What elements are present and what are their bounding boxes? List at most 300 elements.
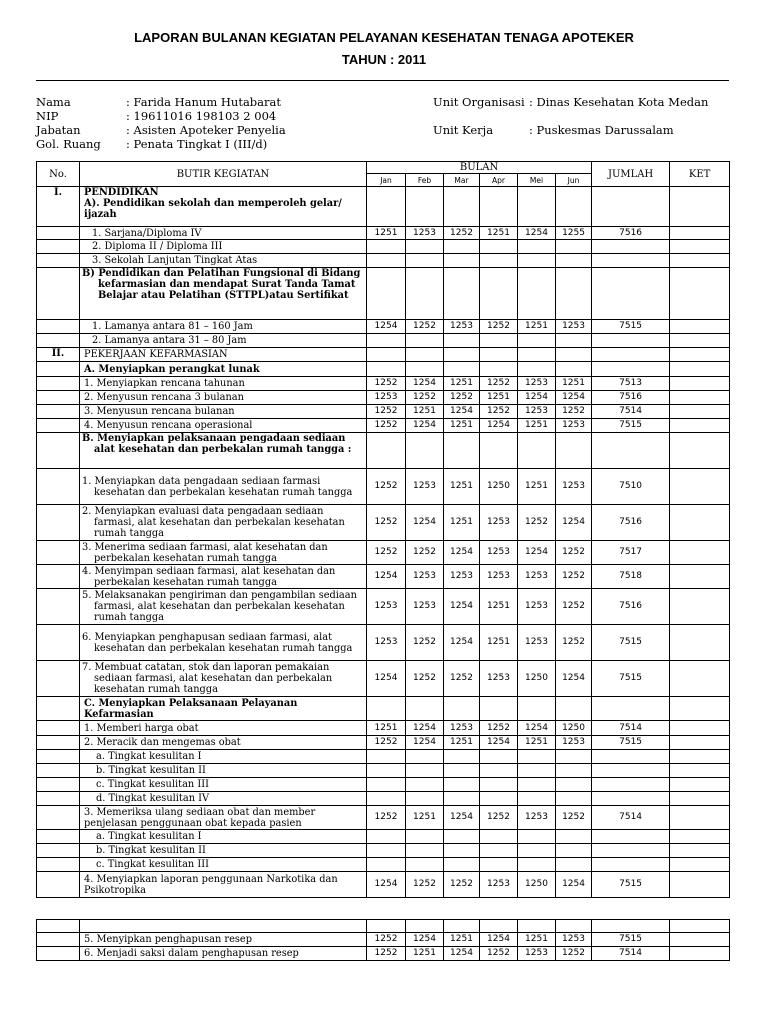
month-value bbox=[444, 334, 480, 348]
month-value bbox=[444, 433, 480, 469]
month-value bbox=[518, 362, 556, 377]
empty-cell bbox=[367, 920, 406, 933]
ket-cell bbox=[670, 933, 730, 947]
row-number: I. bbox=[37, 187, 80, 227]
col-no-header: No. bbox=[37, 162, 80, 187]
month-value bbox=[480, 362, 518, 377]
row-number bbox=[37, 227, 80, 240]
month-value: 1253 bbox=[556, 469, 592, 505]
month-value: 1252 bbox=[556, 565, 592, 589]
ket-cell bbox=[670, 227, 730, 240]
row-number bbox=[37, 505, 80, 541]
jabatan-value: : Asisten Apoteker Penyelia bbox=[126, 123, 286, 137]
table-row bbox=[37, 254, 730, 268]
nama-label: Nama bbox=[36, 95, 71, 109]
month-value: 1253 bbox=[367, 625, 406, 661]
month-value bbox=[367, 268, 406, 320]
table-header-row bbox=[37, 162, 730, 174]
month-value: 1254 bbox=[406, 419, 444, 433]
month-value: 1254 bbox=[444, 589, 480, 625]
ket-cell bbox=[670, 721, 730, 736]
jumlah-value: 7516 bbox=[592, 505, 670, 541]
month-value: 1254 bbox=[556, 872, 592, 898]
empty-cell bbox=[556, 920, 592, 933]
month-value: 1252 bbox=[518, 505, 556, 541]
month-value: 1251 bbox=[406, 405, 444, 419]
row-number bbox=[37, 254, 80, 268]
jumlah-value: 7516 bbox=[592, 391, 670, 405]
ket-cell bbox=[670, 405, 730, 419]
table-row bbox=[37, 348, 730, 362]
month-value bbox=[444, 858, 480, 872]
month-value bbox=[480, 240, 518, 254]
row-number bbox=[37, 764, 80, 778]
jumlah-value: 7516 bbox=[592, 589, 670, 625]
empty-cell bbox=[670, 920, 730, 933]
row-number bbox=[37, 320, 80, 334]
ket-cell bbox=[670, 736, 730, 750]
month-value bbox=[444, 764, 480, 778]
row-number bbox=[37, 391, 80, 405]
month-value: 1252 bbox=[556, 806, 592, 830]
header-divider bbox=[36, 80, 729, 81]
row-number bbox=[37, 268, 80, 320]
month-value: 1252 bbox=[556, 589, 592, 625]
jumlah-value bbox=[592, 778, 670, 792]
activity-description: 4. Menyusun rencana operasional bbox=[80, 419, 367, 433]
month-value bbox=[518, 750, 556, 764]
table-row bbox=[37, 268, 730, 320]
month-value bbox=[480, 433, 518, 469]
month-value: 1252 bbox=[406, 541, 444, 565]
month-value: 1254 bbox=[444, 806, 480, 830]
jumlah-value bbox=[592, 240, 670, 254]
row-number bbox=[37, 661, 80, 697]
month-value: 1252 bbox=[556, 405, 592, 419]
row-number bbox=[37, 405, 80, 419]
month-value bbox=[518, 254, 556, 268]
empty-cell bbox=[480, 920, 518, 933]
month-value bbox=[444, 750, 480, 764]
table-row bbox=[37, 227, 730, 240]
month-apr: Apr bbox=[480, 174, 518, 187]
month-value: 1252 bbox=[367, 419, 406, 433]
table-row bbox=[37, 589, 730, 625]
ket-cell bbox=[670, 947, 730, 961]
month-value bbox=[367, 844, 406, 858]
table-row bbox=[37, 844, 730, 858]
activity-description: PENDIDIKAN A). Pendidikan sekolah dan memperoleh gelar/ ijazah bbox=[80, 187, 367, 227]
month-value: 1253 bbox=[480, 872, 518, 898]
row-number bbox=[37, 589, 80, 625]
table-row bbox=[37, 792, 730, 806]
month-value: 1254 bbox=[518, 721, 556, 736]
month-mei: Mei bbox=[518, 174, 556, 187]
month-value: 1252 bbox=[367, 933, 406, 947]
table-row bbox=[37, 334, 730, 348]
month-value bbox=[406, 858, 444, 872]
activity-description: 2. Diploma II / Diploma III bbox=[80, 240, 367, 254]
month-value: 1251 bbox=[444, 933, 480, 947]
ket-cell bbox=[670, 541, 730, 565]
month-value: 1252 bbox=[480, 806, 518, 830]
row-number bbox=[37, 240, 80, 254]
row-number bbox=[37, 778, 80, 792]
jumlah-value: 7515 bbox=[592, 419, 670, 433]
ket-cell bbox=[670, 320, 730, 334]
jumlah-value: 7515 bbox=[592, 625, 670, 661]
month-value: 1253 bbox=[444, 320, 480, 334]
ket-cell bbox=[670, 778, 730, 792]
row-number bbox=[37, 933, 80, 947]
row-number: II. bbox=[37, 348, 80, 362]
activity-description: 1. Memberi harga obat bbox=[80, 721, 367, 736]
jumlah-value: 7514 bbox=[592, 806, 670, 830]
activity-description: 5. Melaksanakan pengiriman dan pengambilan sediaan farmasi, alat kesehatan dan perbekalan kesehatan rumah tangga bbox=[80, 589, 367, 625]
table-row bbox=[37, 947, 730, 961]
table-row bbox=[37, 933, 730, 947]
jumlah-value bbox=[592, 433, 670, 469]
month-value bbox=[406, 830, 444, 844]
ket-cell bbox=[670, 661, 730, 697]
month-value: 1253 bbox=[518, 405, 556, 419]
month-value bbox=[556, 348, 592, 362]
jumlah-value: 7517 bbox=[592, 541, 670, 565]
month-value bbox=[406, 254, 444, 268]
activity-description: 3. Menerima sediaan farmasi, alat kesehatan dan perbekalan kesehatan rumah tangga bbox=[80, 541, 367, 565]
month-value: 1253 bbox=[406, 227, 444, 240]
month-value: 1254 bbox=[518, 227, 556, 240]
month-value: 1251 bbox=[518, 736, 556, 750]
ket-cell bbox=[670, 469, 730, 505]
month-value: 1251 bbox=[406, 947, 444, 961]
jumlah-value bbox=[592, 254, 670, 268]
month-value bbox=[406, 844, 444, 858]
jumlah-value: 7514 bbox=[592, 947, 670, 961]
month-value: 1254 bbox=[556, 391, 592, 405]
activity-description: A. Menyiapkan perangkat lunak bbox=[80, 362, 367, 377]
empty-row bbox=[37, 920, 730, 933]
month-value: 1252 bbox=[367, 947, 406, 961]
month-value: 1251 bbox=[480, 391, 518, 405]
table-row bbox=[37, 806, 730, 830]
table-row bbox=[37, 778, 730, 792]
jumlah-value bbox=[592, 792, 670, 806]
month-value: 1251 bbox=[480, 589, 518, 625]
month-value: 1253 bbox=[556, 933, 592, 947]
month-value bbox=[444, 268, 480, 320]
month-value bbox=[518, 792, 556, 806]
table-row bbox=[37, 320, 730, 334]
nip-value: : 19611016 198103 2 004 bbox=[126, 109, 277, 123]
month-value: 1252 bbox=[367, 469, 406, 505]
month-value bbox=[367, 334, 406, 348]
month-value: 1254 bbox=[367, 661, 406, 697]
table-row bbox=[37, 858, 730, 872]
ket-cell bbox=[670, 419, 730, 433]
table-row bbox=[37, 661, 730, 697]
month-value: 1254 bbox=[480, 419, 518, 433]
month-value bbox=[480, 348, 518, 362]
activity-description: 6. Menyiapkan penghapusan sediaan farmasi, alat kesehatan dan perbekalan kesehatan rumah tangga bbox=[80, 625, 367, 661]
unit-kerja-label: Unit Kerja bbox=[433, 123, 494, 137]
month-value: 1254 bbox=[444, 405, 480, 419]
month-value: 1253 bbox=[518, 589, 556, 625]
month-value bbox=[556, 778, 592, 792]
ket-cell bbox=[670, 348, 730, 362]
month-value: 1252 bbox=[444, 391, 480, 405]
month-value: 1254 bbox=[556, 661, 592, 697]
activity-description: 1. Sarjana/Diploma IV bbox=[80, 227, 367, 240]
month-value: 1254 bbox=[406, 505, 444, 541]
ket-cell bbox=[670, 362, 730, 377]
month-value: 1254 bbox=[367, 320, 406, 334]
jumlah-value bbox=[592, 697, 670, 721]
ket-cell bbox=[670, 268, 730, 320]
month-value bbox=[406, 240, 444, 254]
employee-info bbox=[36, 95, 286, 151]
table-row bbox=[37, 433, 730, 469]
ket-cell bbox=[670, 391, 730, 405]
month-value: 1250 bbox=[518, 872, 556, 898]
month-value: 1251 bbox=[444, 505, 480, 541]
month-value bbox=[518, 348, 556, 362]
activity-description: 4. Menyimpan sediaan farmasi, alat kesehatan dan perbekalan kesehatan rumah tangga bbox=[80, 565, 367, 589]
month-value: 1253 bbox=[406, 565, 444, 589]
table-row bbox=[37, 505, 730, 541]
month-value bbox=[406, 187, 444, 227]
nip-label: NIP bbox=[36, 109, 59, 123]
month-value: 1253 bbox=[480, 505, 518, 541]
month-value bbox=[444, 240, 480, 254]
month-value: 1252 bbox=[480, 377, 518, 391]
month-value: 1252 bbox=[406, 661, 444, 697]
month-value bbox=[480, 254, 518, 268]
table-row bbox=[37, 721, 730, 736]
month-value bbox=[444, 844, 480, 858]
month-value: 1254 bbox=[406, 736, 444, 750]
month-value bbox=[518, 778, 556, 792]
row-number bbox=[37, 844, 80, 858]
month-value: 1254 bbox=[518, 391, 556, 405]
month-jan: Jan bbox=[367, 174, 406, 187]
month-value: 1254 bbox=[367, 565, 406, 589]
table-row bbox=[37, 362, 730, 377]
month-value: 1254 bbox=[444, 541, 480, 565]
month-value: 1252 bbox=[367, 505, 406, 541]
month-value: 1252 bbox=[406, 872, 444, 898]
month-value bbox=[556, 254, 592, 268]
ket-cell bbox=[670, 589, 730, 625]
month-value bbox=[518, 697, 556, 721]
month-value: 1253 bbox=[556, 736, 592, 750]
month-value bbox=[367, 858, 406, 872]
month-value bbox=[367, 362, 406, 377]
month-value bbox=[444, 697, 480, 721]
jumlah-value bbox=[592, 348, 670, 362]
month-value: 1253 bbox=[518, 625, 556, 661]
activity-description: c. Tingkat kesulitan III bbox=[80, 778, 367, 792]
table-row bbox=[37, 419, 730, 433]
month-value bbox=[518, 858, 556, 872]
month-value: 1251 bbox=[367, 721, 406, 736]
jumlah-value bbox=[592, 830, 670, 844]
row-number bbox=[37, 419, 80, 433]
month-value: 1251 bbox=[556, 377, 592, 391]
month-value bbox=[406, 433, 444, 469]
row-number bbox=[37, 806, 80, 830]
month-value bbox=[556, 750, 592, 764]
month-value: 1254 bbox=[406, 377, 444, 391]
report-year: TAHUN : 2011 bbox=[341, 52, 427, 67]
activity-description: 2. Menyiapkan evaluasi data pengadaan sediaan farmasi, alat kesehatan dan perbekalan kesehatan rumah tangga bbox=[80, 505, 367, 541]
month-value bbox=[556, 830, 592, 844]
activity-description: c. Tingkat kesulitan III bbox=[80, 858, 367, 872]
month-value bbox=[480, 830, 518, 844]
activity-description: B) Pendidikan dan Pelatihan Fungsional di Bidang kefarmasian dan mendapat Surat Tanda Tamat Belajar atau Pelatihan (STTPL)atau Sertifikat bbox=[80, 268, 367, 320]
month-value bbox=[518, 268, 556, 320]
month-value bbox=[480, 844, 518, 858]
month-value bbox=[556, 334, 592, 348]
empty-cell bbox=[518, 920, 556, 933]
table-row bbox=[37, 697, 730, 721]
ket-cell bbox=[670, 334, 730, 348]
gol-label: Gol. Ruang bbox=[36, 137, 101, 151]
month-value bbox=[480, 858, 518, 872]
month-value: 1252 bbox=[406, 320, 444, 334]
jumlah-value bbox=[592, 858, 670, 872]
month-value bbox=[367, 348, 406, 362]
table-row bbox=[37, 750, 730, 764]
empty-cell bbox=[592, 920, 670, 933]
month-value bbox=[480, 750, 518, 764]
month-value bbox=[444, 362, 480, 377]
month-value: 1253 bbox=[480, 661, 518, 697]
month-value bbox=[518, 764, 556, 778]
month-value bbox=[480, 334, 518, 348]
row-number bbox=[37, 565, 80, 589]
month-value bbox=[444, 830, 480, 844]
jumlah-value: 7513 bbox=[592, 377, 670, 391]
row-number bbox=[37, 377, 80, 391]
activity-description: 3. Sekolah Lanjutan Tingkat Atas bbox=[80, 254, 367, 268]
month-value: 1253 bbox=[444, 721, 480, 736]
month-value bbox=[406, 778, 444, 792]
jabatan-label: Jabatan bbox=[36, 123, 81, 137]
activity-description: 1. Menyiapkan data pengadaan sediaan farmasi kesehatan dan perbekalan kesehatan rumah tangga bbox=[80, 469, 367, 505]
month-value bbox=[556, 844, 592, 858]
month-value bbox=[444, 254, 480, 268]
table-row bbox=[37, 187, 730, 227]
month-value bbox=[444, 348, 480, 362]
month-feb: Feb bbox=[406, 174, 444, 187]
month-value: 1253 bbox=[367, 391, 406, 405]
month-value: 1252 bbox=[406, 625, 444, 661]
month-value bbox=[480, 268, 518, 320]
month-value: 1254 bbox=[406, 721, 444, 736]
row-number bbox=[37, 433, 80, 469]
month-value: 1253 bbox=[480, 565, 518, 589]
row-number bbox=[37, 750, 80, 764]
ket-cell bbox=[670, 806, 730, 830]
month-value: 1252 bbox=[444, 872, 480, 898]
month-value: 1253 bbox=[556, 320, 592, 334]
jumlah-value: 7516 bbox=[592, 227, 670, 240]
jumlah-value bbox=[592, 187, 670, 227]
month-value: 1251 bbox=[518, 933, 556, 947]
empty-cell bbox=[406, 920, 444, 933]
activity-description: 2. Lamanya antara 31 – 80 Jam bbox=[80, 334, 367, 348]
month-value bbox=[556, 268, 592, 320]
jumlah-value: 7515 bbox=[592, 872, 670, 898]
jumlah-value: 7514 bbox=[592, 721, 670, 736]
ket-cell bbox=[670, 858, 730, 872]
month-value: 1253 bbox=[480, 541, 518, 565]
month-value bbox=[367, 240, 406, 254]
jumlah-value: 7510 bbox=[592, 469, 670, 505]
row-number bbox=[37, 334, 80, 348]
jumlah-value: 7514 bbox=[592, 405, 670, 419]
table-row bbox=[37, 240, 730, 254]
month-value: 1254 bbox=[444, 947, 480, 961]
table-row bbox=[37, 541, 730, 565]
month-value: 1250 bbox=[480, 469, 518, 505]
month-value bbox=[480, 778, 518, 792]
month-value bbox=[367, 830, 406, 844]
month-value bbox=[444, 778, 480, 792]
jumlah-value bbox=[592, 764, 670, 778]
month-value bbox=[480, 792, 518, 806]
month-value: 1252 bbox=[406, 391, 444, 405]
month-jun: Jun bbox=[556, 174, 592, 187]
col-bulan-header: BULAN bbox=[367, 162, 592, 174]
ket-cell bbox=[670, 792, 730, 806]
jumlah-value: 7515 bbox=[592, 933, 670, 947]
activity-description: C. Menyiapkan Pelaksanaan Pelayanan Kefarmasian bbox=[80, 697, 367, 721]
month-value bbox=[556, 240, 592, 254]
month-value bbox=[367, 778, 406, 792]
month-value: 1251 bbox=[480, 227, 518, 240]
empty-cell bbox=[444, 920, 480, 933]
month-value bbox=[406, 764, 444, 778]
ket-cell bbox=[670, 872, 730, 898]
month-value: 1253 bbox=[444, 565, 480, 589]
activity-description: 1. Menyiapkan rencana tahunan bbox=[80, 377, 367, 391]
activity-description: a. Tingkat kesulitan I bbox=[80, 830, 367, 844]
month-value bbox=[406, 348, 444, 362]
row-number bbox=[37, 362, 80, 377]
gol-value: : Penata Tingkat I (III/d) bbox=[126, 137, 268, 151]
row-number bbox=[37, 830, 80, 844]
month-value bbox=[518, 240, 556, 254]
empty-cell bbox=[37, 920, 80, 933]
month-value: 1253 bbox=[518, 565, 556, 589]
month-value: 1252 bbox=[556, 625, 592, 661]
row-number bbox=[37, 721, 80, 736]
month-value: 1251 bbox=[444, 736, 480, 750]
ket-cell bbox=[670, 750, 730, 764]
activity-table bbox=[36, 161, 730, 898]
row-number bbox=[37, 736, 80, 750]
month-value bbox=[518, 433, 556, 469]
row-number bbox=[37, 947, 80, 961]
ket-cell bbox=[670, 764, 730, 778]
month-value: 1251 bbox=[518, 320, 556, 334]
ket-cell bbox=[670, 377, 730, 391]
month-value: 1251 bbox=[480, 625, 518, 661]
col-ket-header: KET bbox=[670, 162, 730, 187]
month-value: 1252 bbox=[480, 721, 518, 736]
